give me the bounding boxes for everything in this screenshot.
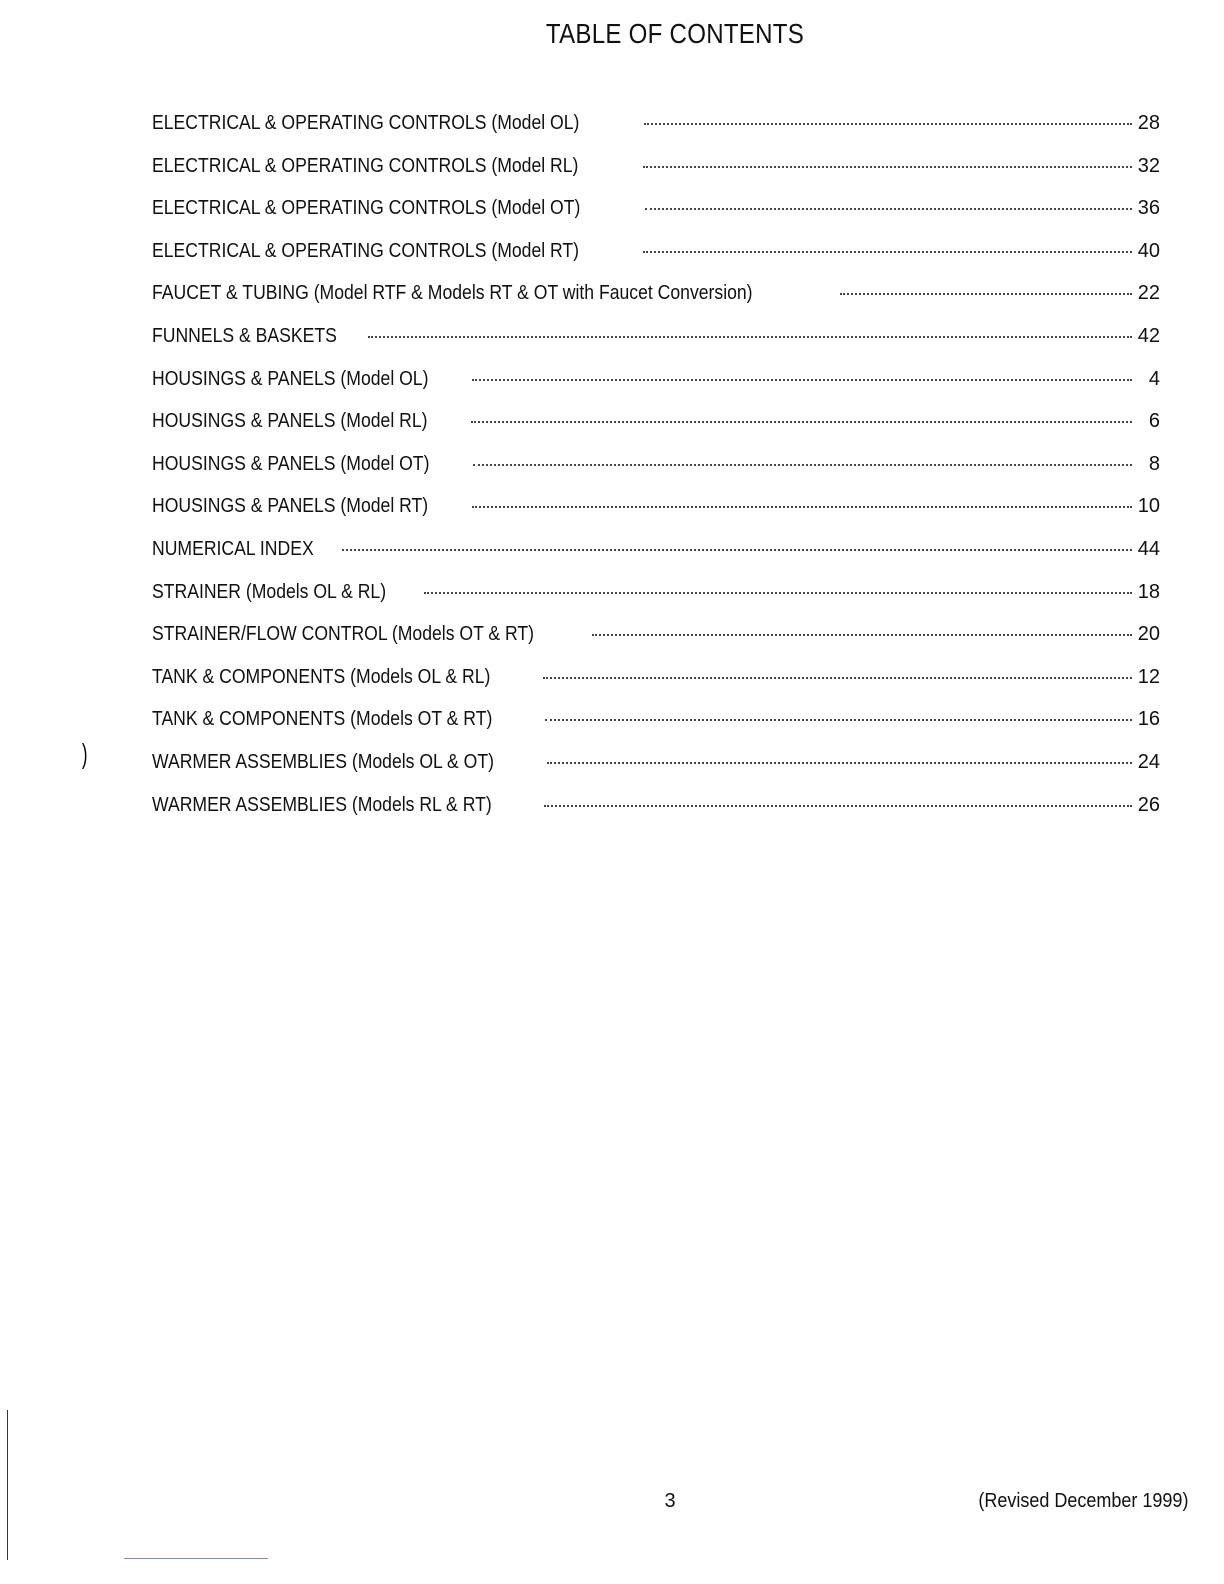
toc-entry-page: 36: [1137, 197, 1160, 220]
toc-entry[interactable]: [152, 368, 1160, 411]
toc-entry-label: HOUSINGS & PANELS (Model OL): [152, 367, 429, 390]
toc-entry-label: STRAINER/FLOW CONTROL (Models OT & RT): [152, 623, 535, 646]
table-of-contents: [152, 112, 1160, 836]
toc-entry[interactable]: [152, 240, 1160, 283]
toc-entry-label: HOUSINGS & PANELS (Model RT): [152, 495, 429, 518]
dot-leader: [840, 293, 1131, 295]
toc-entry[interactable]: [152, 325, 1160, 368]
toc-entry[interactable]: [152, 155, 1160, 198]
toc-entry-page: 44: [1137, 537, 1160, 560]
toc-entry-label: HOUSINGS & PANELS (Model OT): [152, 452, 430, 475]
toc-entry[interactable]: [152, 581, 1160, 624]
dot-leader: [472, 506, 1132, 508]
dot-leader: [473, 464, 1132, 466]
toc-entry-label: WARMER ASSEMBLIES (Models RL & RT): [152, 793, 492, 816]
toc-entry-label: TANK & COMPONENTS (Models OT & RT): [152, 708, 493, 731]
toc-entry-page: 10: [1137, 495, 1160, 518]
toc-entry-page: 40: [1137, 239, 1160, 262]
dot-leader: [643, 251, 1131, 253]
dot-leader: [644, 123, 1132, 125]
toc-entry[interactable]: [152, 794, 1160, 837]
toc-entry-label: FUNNELS & BASKETS: [152, 324, 337, 347]
toc-entry-label: TANK & COMPONENTS (Models OL & RL): [152, 665, 491, 688]
scan-edge-line: [7, 1410, 8, 1560]
scan-margin-mark: ): [81, 738, 88, 769]
toc-entry-label: WARMER ASSEMBLIES (Models OL & OT): [152, 750, 494, 773]
toc-entry[interactable]: [152, 112, 1160, 155]
toc-entry-page: 12: [1137, 665, 1160, 688]
toc-entry-page: 6: [1148, 410, 1160, 433]
toc-entry[interactable]: [152, 282, 1160, 325]
toc-entry-page: 42: [1137, 324, 1160, 347]
dot-leader: [592, 634, 1132, 636]
toc-entry[interactable]: [152, 666, 1160, 709]
dot-leader: [424, 592, 1132, 594]
toc-entry-label: STRAINER (Models OL & RL): [152, 580, 387, 603]
toc-entry-page: 26: [1137, 793, 1160, 816]
toc-entry-label: ELECTRICAL & OPERATING CONTROLS (Model RT): [152, 239, 580, 262]
revision-note: (Revised December 1999): [977, 1490, 1188, 1512]
toc-entry-page: 32: [1137, 154, 1160, 177]
toc-entry-label: ELECTRICAL & OPERATING CONTROLS (Model OT): [152, 197, 581, 220]
toc-entry[interactable]: [152, 453, 1160, 496]
page-number: 3: [664, 1490, 676, 1512]
toc-entry-label: ELECTRICAL & OPERATING CONTROLS (Model OL): [152, 112, 580, 134]
toc-entry-page: 4: [1148, 367, 1160, 390]
dot-leader: [643, 166, 1132, 168]
toc-entry-page: 18: [1137, 580, 1160, 603]
toc-entry-page: 28: [1137, 112, 1160, 134]
toc-entry-label: FAUCET & TUBING (Model RTF & Models RT & OT with Faucet Conversion): [152, 282, 753, 305]
dot-leader: [645, 208, 1132, 210]
toc-entry-page: 24: [1137, 750, 1160, 773]
toc-entry-label: NUMERICAL INDEX: [152, 537, 314, 560]
toc-entry[interactable]: [152, 495, 1160, 538]
dot-leader: [547, 762, 1132, 764]
toc-entry[interactable]: [152, 197, 1160, 240]
toc-entry-page: 22: [1137, 282, 1160, 305]
dot-leader: [544, 805, 1132, 807]
toc-entry[interactable]: [152, 623, 1160, 666]
dot-leader: [543, 677, 1132, 679]
toc-entry-page: 16: [1137, 708, 1160, 731]
toc-entry[interactable]: [152, 708, 1160, 751]
dot-leader: [471, 421, 1132, 423]
dot-leader: [472, 379, 1132, 381]
toc-entry-label: HOUSINGS & PANELS (Model RL): [152, 410, 428, 433]
toc-entry[interactable]: [152, 751, 1160, 794]
toc-entry[interactable]: [152, 538, 1160, 581]
page-title: TABLE OF CONTENTS: [545, 18, 805, 49]
dot-leader: [368, 336, 1132, 338]
dot-leader: [545, 719, 1132, 721]
toc-entry[interactable]: [152, 410, 1160, 453]
footer-rule: [124, 1558, 268, 1559]
toc-entry-page: 8: [1148, 452, 1160, 475]
toc-entry-label: ELECTRICAL & OPERATING CONTROLS (Model RL): [152, 154, 579, 177]
toc-entry-page: 20: [1137, 623, 1160, 646]
dot-leader: [342, 549, 1132, 551]
